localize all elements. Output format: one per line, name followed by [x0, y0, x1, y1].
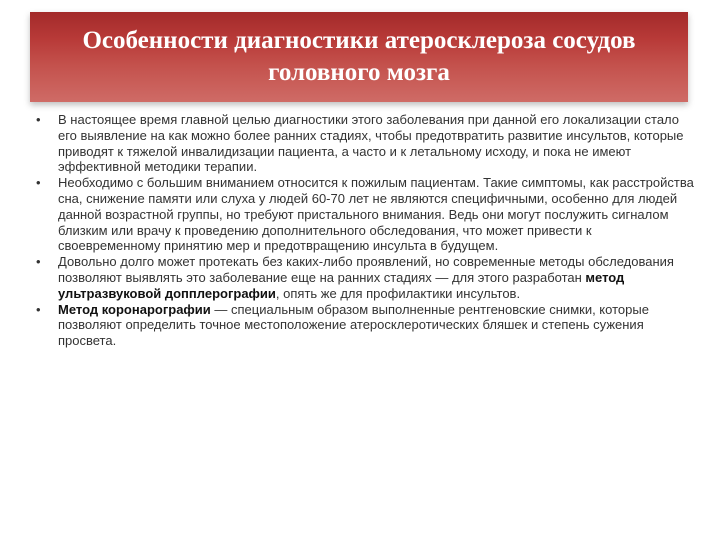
text-segment: В настоящее время главной целью диагностики этого заболевания при данной его локализации стало его выявление на как можно более ранних стадиях, чтобы предотвратить развитие инсультов, которые приводят к тяжелой инвалидизации пациента, а часто и к летальному исходу, и пока не имеют эффективной методики терапии. [58, 112, 684, 175]
list-item [36, 302, 696, 349]
slide-title: Особенности диагностики атеросклероза сосудов головного мозга [82, 27, 636, 86]
bold-term-coronarography: Метод коронарографии [58, 301, 211, 317]
list-item-text [58, 254, 696, 301]
title-banner [30, 12, 688, 102]
text-segment: Необходимо с большим вниманием относится к пожилым пациентам. Такие симптомы, как расстройства сна, снижение памяти или слуха у людей 60-70 лет не являются специфичными, особенно для людей данной возрастной группы, но требуют пристального внимания. Ведь они могут послужить сигналом близким или врачу к проведению дополнительного обследования, что может привести к своевременному принятию мер и предотвращению инсульта в будущем. [58, 175, 694, 254]
bullet-icon: • [36, 254, 41, 270]
list-item-text [58, 302, 696, 349]
list-item-text [58, 175, 696, 254]
bullet-list [36, 112, 696, 349]
text-segment: , опять же для профилактики инсультов. [275, 285, 521, 301]
list-item [36, 254, 696, 301]
bold-term-doppler: метод ультразвуковой допплерографии [58, 269, 625, 301]
bullet-icon: • [36, 301, 41, 317]
list-item-text [58, 112, 696, 175]
bullet-icon: • [36, 112, 41, 127]
text-segment: Довольно долго может протекать без каких-либо проявлений, но современные методы обследования позволяют выявлять это заболевание еще на ранних стадиях — для этого разработан [58, 254, 674, 285]
text-segment: — специальным образом выполненные рентгеновские снимки, которые позволяют определить точное местоположение атеросклеротических бляшек и степень сужения просвета. [58, 301, 649, 349]
bullet-icon: • [36, 175, 41, 191]
list-item [36, 112, 696, 175]
list-item [36, 175, 696, 254]
